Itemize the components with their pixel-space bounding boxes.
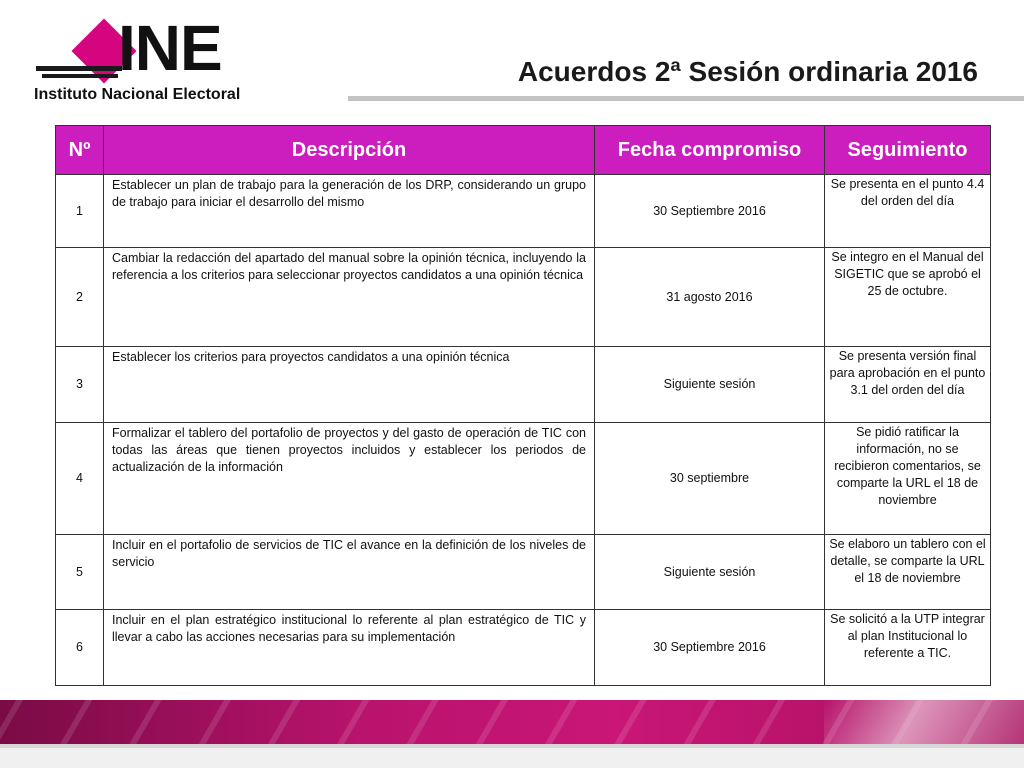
- row-tracking: Se integro en el Manual del SIGETIC que se aprobó el 25 de octubre.: [825, 248, 991, 347]
- row-num: 1: [56, 175, 104, 248]
- row-date: Siguiente sesión: [595, 535, 825, 610]
- header-date: Fecha compromiso: [595, 126, 825, 175]
- row-num: 5: [56, 535, 104, 610]
- table-row: [56, 535, 991, 610]
- title-divider: [348, 96, 1024, 101]
- row-num: 3: [56, 347, 104, 423]
- row-date: Siguiente sesión: [595, 347, 825, 423]
- row-description: Incluir en el portafolio de servicios de TIC el avance en la definición de los niveles de servicio: [104, 535, 595, 610]
- row-num: 2: [56, 248, 104, 347]
- row-num: 6: [56, 610, 104, 686]
- row-date: 30 Septiembre 2016: [595, 610, 825, 686]
- row-tracking: Se solicitó a la UTP integrar al plan Institucional lo referente a TIC.: [825, 610, 991, 686]
- logo-stripe-icon: [42, 74, 118, 78]
- logo-subtitle: Instituto Nacional Electoral: [34, 86, 241, 103]
- header-description: Descripción: [104, 126, 595, 175]
- table-row: [56, 248, 991, 347]
- row-date: 31 agosto 2016: [595, 248, 825, 347]
- page-title: Acuerdos 2ª Sesión ordinaria 2016: [517, 56, 978, 87]
- row-num: 4: [56, 423, 104, 535]
- row-description: Incluir en el plan estratégico institucional lo referente al plan estratégico de TIC y llevar a cabo las acciones necesarias para su implementación: [104, 610, 595, 686]
- agreements-table: [55, 125, 991, 686]
- row-date: 30 septiembre: [595, 423, 825, 535]
- row-description: Establecer un plan de trabajo para la generación de los DRP, considerando un grupo de trabajo para iniciar el desarrollo del mismo: [104, 175, 595, 248]
- row-description: Establecer los criterios para proyectos candidatos a una opinión técnica: [104, 347, 595, 423]
- row-tracking: Se pidió ratificar la información, no se recibieron comentarios, se comparte la URL el 18 de noviembre: [825, 423, 991, 535]
- row-tracking: Se presenta en el punto 4.4 del orden del día: [825, 175, 991, 248]
- logo-acronym: INE: [118, 12, 222, 84]
- table-row: [56, 347, 991, 423]
- row-tracking: Se elaboro un tablero con el detalle, se comparte la URL el 18 de noviembre: [825, 535, 991, 610]
- header-tracking: Seguimiento: [825, 126, 991, 175]
- footer-band: [0, 700, 1024, 744]
- footer-shadow: [0, 744, 1024, 748]
- row-description: Formalizar el tablero del portafolio de proyectos y del gasto de operación de TIC con todas las áreas que tienen proyectos incluidos y establecer los periodos de actualización de la información: [104, 423, 595, 535]
- table-row: [56, 423, 991, 535]
- table-row: [56, 175, 991, 248]
- logo-stripe-icon: [36, 66, 122, 71]
- row-tracking: Se presenta versión final para aprobación en el punto 3.1 del orden del día: [825, 347, 991, 423]
- row-description: Cambiar la redacción del apartado del manual sobre la opinión técnica, incluyendo la referencia a los criterios para seleccionar proyectos candidatos a una opinión técnica: [104, 248, 595, 347]
- ine-logo: [32, 12, 288, 108]
- footer-band-highlight: [824, 700, 1024, 744]
- row-date: 30 Septiembre 2016: [595, 175, 825, 248]
- header-num: Nº: [56, 126, 104, 175]
- table-row: [56, 610, 991, 686]
- table-header-row: [56, 126, 991, 175]
